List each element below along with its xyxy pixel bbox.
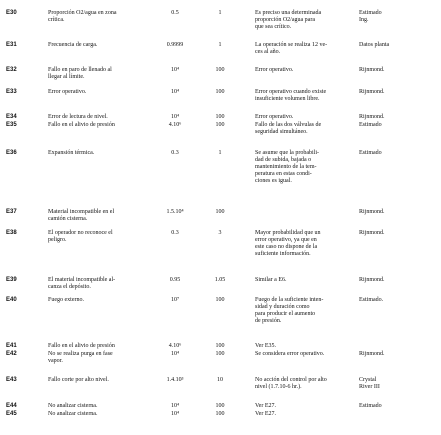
event-description: Expansión térmica. (48, 150, 95, 156)
event-observation: Error operativo. (255, 114, 294, 120)
event-description: Proporción O2/agua en zona crítica. (48, 10, 117, 23)
event-id: E33 (6, 89, 17, 95)
event-observation: Error operativo cuando existe insuficiente volumen libre. (255, 89, 327, 102)
event-description: Fuego externo. (48, 297, 84, 303)
event-id: E38 (6, 230, 17, 236)
event-source: Estimado (359, 122, 382, 128)
event-factor: 100 (215, 209, 225, 215)
event-id: E44 (6, 403, 17, 409)
event-description: Error operativo. (48, 89, 87, 95)
event-frequency: 4.10⁶ (168, 343, 182, 349)
event-factor: 1 (218, 42, 222, 48)
event-observation: Ver E27. (255, 411, 276, 417)
event-observation: No acción del control por alto nivel (1.7.10-6 hr.). (255, 377, 327, 390)
event-source: Crystal River III (359, 377, 380, 390)
event-source: Rijnmond. (359, 230, 385, 236)
event-factor: 100 (215, 297, 225, 303)
event-id: E32 (6, 67, 17, 73)
event-description: Frecuencia de carga. (48, 42, 98, 48)
event-source: Datos planta (359, 42, 390, 48)
event-id: E36 (6, 150, 17, 156)
event-description: No se realiza purga en fase vapor. (48, 351, 113, 364)
event-source: Estimado (359, 403, 382, 409)
event-description: Fallo en el alivio de presión (48, 122, 115, 128)
event-observation: Se considera error operativo. (255, 351, 325, 357)
event-observation: Se asume que la probabili- dad de subida, bajada o mantenimiento de la tem- peratura en estas condi- ciones es igual. (255, 150, 319, 184)
event-frequency: 10⁴ (170, 411, 180, 417)
event-source: Estimado Ing. (359, 10, 382, 23)
event-frequency: 10⁴ (170, 403, 180, 409)
event-frequency: 10⁴ (170, 351, 180, 357)
event-factor: 1.05 (214, 277, 226, 283)
event-source: Rijnmond. (359, 277, 385, 283)
event-id: E43 (6, 377, 17, 383)
event-factor: 10 (217, 377, 223, 383)
event-source: Rijnmond. (359, 114, 385, 120)
event-frequency: 0.9999 (166, 42, 184, 48)
event-observation: Fuego de la suficiente inten- sidad y duración como para producir el aumento de presión. (255, 297, 324, 324)
event-frequency: 10⁷ (170, 297, 180, 303)
event-id: E45 (6, 411, 17, 417)
event-factor: 100 (215, 67, 225, 73)
event-factor: 100 (215, 351, 225, 357)
event-source: Estimado (359, 150, 382, 156)
event-observation: Ver E35. (255, 343, 276, 349)
event-observation: Mayor probabilidad que un error operativo, ya que en este caso no dispone de la suficiente información. (255, 230, 321, 257)
event-frequency: 0.5 (171, 10, 179, 16)
event-frequency: 1.5.10⁴ (166, 209, 184, 215)
event-factor: 100 (215, 122, 225, 128)
event-observation: Error operativo. (255, 67, 294, 73)
event-observation: Fallo de las dos válvulas de seguridad simultáneo. (255, 122, 322, 135)
event-id: E42 (6, 351, 17, 357)
event-frequency: 1.4.10³ (166, 377, 184, 383)
event-description: Error de lectura de nivel. (48, 114, 108, 120)
event-source: Rijnmond. (359, 209, 385, 215)
event-description: Fallo en paro de llenado al llegar al límite. (48, 67, 112, 80)
event-frequency: 10⁴ (170, 67, 180, 73)
event-description: El operador no reconoce el peligro. (48, 230, 113, 243)
event-id: E34 (6, 114, 17, 120)
event-id: E39 (6, 277, 17, 283)
event-description: El material incompatible al- canza el depósito. (48, 277, 116, 290)
event-frequency: 4.10⁶ (168, 122, 182, 128)
event-source: Rijnmond. (359, 351, 385, 357)
event-source: Rijnmond. (359, 67, 385, 73)
event-factor: 1 (218, 10, 222, 16)
event-frequency: 10⁴ (170, 114, 180, 120)
event-observation: Es preciso una determinada proporción O2/agua para que sea crítico. (255, 10, 322, 30)
event-description: No analizar cisterna. (48, 411, 98, 417)
event-frequency: 0.3 (171, 150, 179, 156)
event-observation: Similar a E6. (255, 277, 287, 283)
event-factor: 1 (218, 150, 222, 156)
event-factor: 100 (215, 411, 225, 417)
event-factor: 100 (215, 343, 225, 349)
event-description: No analizar cisterna. (48, 403, 98, 409)
event-observation: Ver E27. (255, 403, 276, 409)
event-id: E37 (6, 209, 17, 215)
event-frequency: 0.3 (171, 230, 179, 236)
event-description: Fallo corte por alto nivel. (48, 377, 109, 383)
event-source: Rijnmond. (359, 89, 385, 95)
event-id: E40 (6, 297, 17, 303)
event-id: E31 (6, 42, 17, 48)
event-frequency: 0.95 (169, 277, 181, 283)
event-factor: 3 (218, 230, 222, 236)
event-source: Estimado. (359, 297, 384, 303)
event-frequency: 10⁴ (170, 89, 180, 95)
event-observation: La operación se realiza 12 ve- ces al año. (255, 42, 328, 55)
event-id: E35 (6, 122, 17, 128)
event-factor: 100 (215, 89, 225, 95)
event-description: Material incompatible en el camión cisterna. (48, 209, 115, 222)
event-id: E41 (6, 343, 17, 349)
event-id: E30 (6, 10, 17, 16)
event-factor: 100 (215, 403, 225, 409)
event-description: Fallo en el alivio de presión (48, 343, 115, 349)
event-factor: 100 (215, 114, 225, 120)
